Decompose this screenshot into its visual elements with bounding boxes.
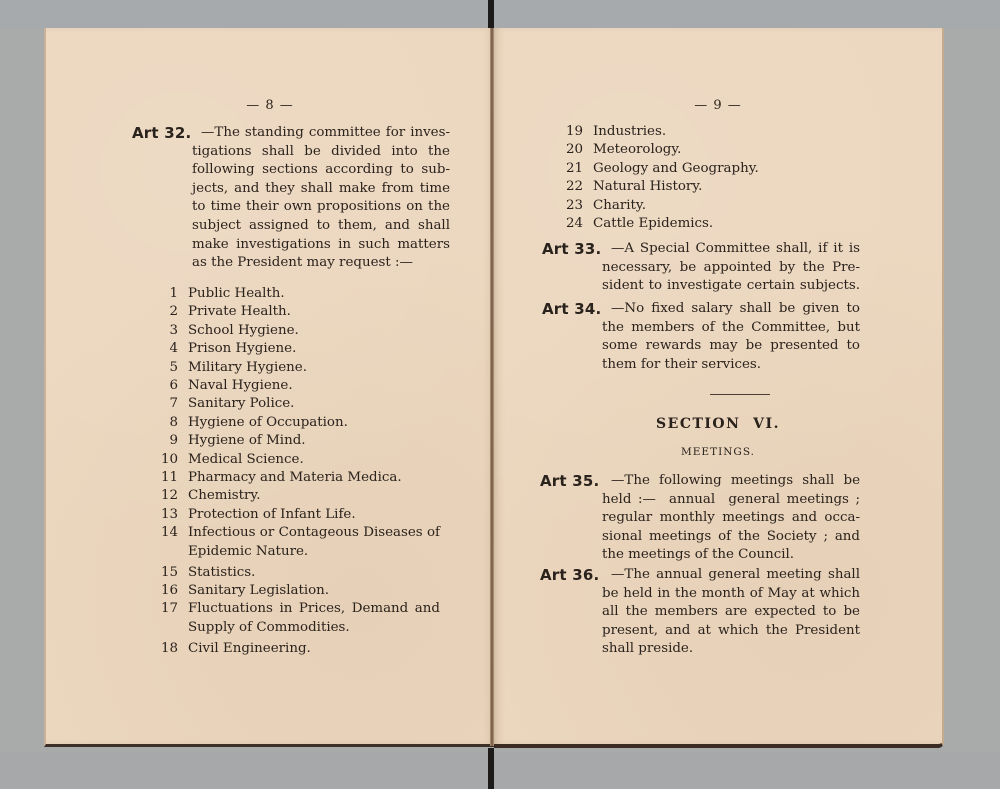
right-page — [494, 28, 944, 748]
article-36 — [540, 566, 860, 659]
article-heading — [542, 300, 601, 319]
article-line: shall preside. — [602, 641, 694, 657]
article-label: Art — [542, 300, 569, 318]
article-heading — [132, 124, 191, 143]
article-heading — [540, 566, 599, 585]
page-number-right: — 9 — — [694, 98, 742, 113]
section-number: 3 — [169, 322, 178, 338]
article-line: necessary, be appointed by the Pre- — [602, 259, 860, 275]
section-title: Private Health. — [188, 304, 291, 320]
article-line: —The annual general meeting shall — [611, 567, 860, 582]
section-number: 8 — [169, 414, 178, 430]
section-title: Naval Hygiene. — [188, 378, 293, 393]
section-title: Sanitary Police. — [188, 396, 295, 412]
section-title: Medical Science. — [188, 451, 304, 467]
article-line: subject assigned to them, and shall — [192, 217, 450, 233]
section-title: School Hygiene. — [188, 322, 299, 338]
background-surface — [0, 0, 1000, 28]
background-seam-bottom — [488, 748, 494, 789]
section-number: 21 — [565, 160, 583, 176]
section-number: 14 — [160, 525, 178, 541]
section-title: Hygiene of Mind. — [188, 433, 306, 449]
article-line: all the members are expected to be — [602, 604, 860, 620]
section-title: Prison Hygiene. — [188, 341, 297, 357]
section-number: 13 — [160, 506, 178, 522]
article-line: jects, and they shall make from time — [192, 180, 450, 196]
article-line: following sections according to sub- — [192, 162, 450, 178]
article-35 — [540, 472, 860, 565]
section-number: 17 — [160, 601, 178, 617]
section-number: 19 — [565, 124, 583, 139]
article-line: them for their services. — [602, 356, 762, 372]
article-heading — [540, 472, 599, 491]
article-number: 36. — [572, 566, 600, 584]
section-title: Statistics. — [188, 564, 256, 580]
section-subheading: MEETINGS. — [681, 446, 755, 458]
section-number: 2 — [169, 304, 178, 320]
article-line: to time their own propositions on the — [192, 199, 450, 215]
article-body — [132, 124, 450, 273]
section-number: 7 — [169, 396, 178, 412]
background-surface-bottom — [0, 752, 1000, 789]
left-page — [44, 28, 494, 747]
section-title: Epidemic Nature. — [188, 543, 309, 559]
section-title: Sanitary Legislation. — [188, 582, 330, 598]
section-title: Hygiene of Occupation. — [188, 414, 348, 430]
section-title: Infectious or Contageous Diseases of — [188, 525, 440, 541]
section-title: Protection of Infant Life. — [188, 506, 356, 522]
open-booklet — [44, 28, 944, 748]
section-number: 22 — [565, 179, 583, 195]
article-number: 33. — [574, 240, 602, 258]
section-title: Chemistry. — [188, 488, 261, 504]
article-34 — [542, 300, 860, 374]
section-title: Civil Engineering. — [188, 640, 311, 656]
background-seam-top — [488, 0, 494, 30]
section-title: Natural History. — [593, 179, 703, 195]
article-line: tigations shall be divided into the — [192, 143, 450, 159]
section-title: Charity. — [593, 197, 646, 213]
section-title: Pharmacy and Materia Medica. — [188, 470, 402, 485]
article-line: held :— annual general meetings ; — [602, 491, 860, 507]
section-heading: SECTION VI. — [656, 416, 780, 432]
article-line: sident to investigate certain subjects. — [602, 278, 860, 294]
article-line: —No fixed salary shall be given to — [611, 301, 860, 316]
section-title: Meteorology. — [593, 142, 682, 158]
section-divider — [710, 394, 770, 395]
section-number: 20 — [565, 142, 583, 158]
article-number: 32. — [164, 124, 192, 142]
article-32 — [132, 124, 450, 273]
article-line: the members of the Committee, but — [602, 319, 860, 335]
article-line: be held in the month of May at which — [602, 585, 860, 601]
section-number: 18 — [160, 640, 178, 656]
section-number: 15 — [160, 564, 178, 580]
article-line: sional meetings of the Society ; and — [602, 528, 860, 544]
article-line: make investigations in such matters — [192, 236, 450, 252]
article-line: some rewards may be presented to — [602, 338, 860, 354]
section-number: 1 — [169, 286, 178, 301]
section-title: Fluctuations in Prices, Demand and — [188, 601, 440, 617]
section-title: Supply of Commodities. — [188, 619, 350, 635]
article-label: Art — [540, 472, 567, 490]
section-number: 10 — [160, 451, 178, 467]
article-label: Art — [542, 240, 569, 258]
section-number: 16 — [160, 582, 178, 598]
section-number: 6 — [169, 378, 178, 393]
section-number: 24 — [565, 216, 583, 231]
section-number: 11 — [160, 470, 178, 485]
article-line: —A Special Committee shall, if it is — [611, 241, 860, 256]
article-number: 34. — [574, 300, 602, 318]
article-line: regular monthly meetings and occa- — [602, 510, 860, 526]
article-line: as the President may request :— — [192, 255, 413, 271]
section-number: 5 — [169, 359, 178, 375]
article-33 — [542, 240, 860, 296]
article-line: the meetings of the Council. — [602, 547, 795, 563]
article-label: Art — [540, 566, 567, 584]
section-title: Industries. — [593, 124, 667, 139]
section-number: 23 — [565, 197, 583, 213]
section-title: Geology and Geography. — [593, 160, 759, 176]
section-number: 9 — [169, 433, 178, 449]
article-line: —The following meetings shall be — [611, 473, 860, 488]
article-label: Art — [132, 124, 159, 142]
article-number: 35. — [572, 472, 600, 490]
section-title: Cattle Epidemics. — [593, 216, 714, 231]
section-title: Military Hygiene. — [188, 359, 307, 375]
article-heading — [542, 240, 601, 259]
article-line: present, and at which the President — [602, 622, 860, 638]
section-title: Public Health. — [188, 286, 285, 301]
article-line: —The standing committee for inves- — [201, 125, 450, 140]
section-number: 4 — [169, 341, 178, 357]
section-number: 12 — [160, 488, 178, 504]
page-number-left: — 8 — — [246, 98, 294, 113]
